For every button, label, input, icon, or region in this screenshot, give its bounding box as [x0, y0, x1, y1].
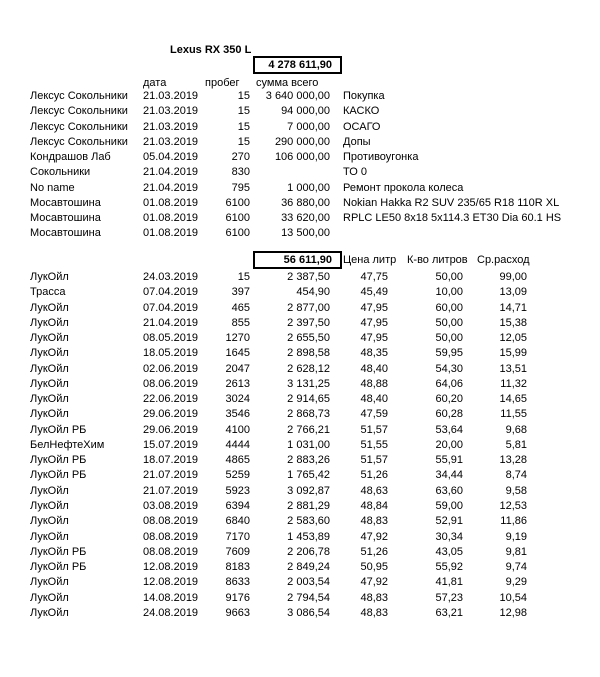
vendor-cell: Сокольники — [30, 166, 91, 179]
amount-cell: 13 500,00 — [281, 227, 330, 240]
price-per-liter-cell: 51,55 — [360, 438, 388, 451]
consumption-cell: 13,28 — [499, 454, 527, 467]
liters-cell: 30,34 — [435, 530, 463, 543]
note-cell: Допы — [343, 135, 371, 148]
price-per-liter-cell: 48,35 — [360, 347, 388, 360]
date-cell: 01.08.2019 — [143, 212, 199, 225]
price-per-liter-cell: 47,95 — [360, 332, 388, 345]
liters-cell: 60,00 — [435, 301, 463, 314]
amount-cell: 1 000,00 — [287, 181, 330, 194]
consumption-cell: 9,74 — [505, 561, 527, 574]
expenses-table-row — [30, 104, 561, 119]
liters-cell: 54,30 — [435, 362, 463, 375]
fuel-header-consumption: Ср.расход — [477, 254, 530, 266]
fuel-table-row — [30, 545, 527, 560]
liters-cell: 60,20 — [435, 393, 463, 406]
expenses-table-row — [30, 211, 561, 226]
date-cell: 08.06.2019 — [143, 377, 199, 390]
mileage-cell: 15 — [237, 135, 250, 148]
vendor-cell: Лексус Сокольники — [30, 90, 128, 102]
vendor-cell: Кондрашов Лаб — [30, 151, 111, 164]
date-cell: 21.03.2019 — [143, 135, 199, 148]
vendor-cell: ЛукОйл — [30, 484, 69, 497]
amount-cell: 2 766,21 — [287, 423, 330, 436]
consumption-cell: 15,38 — [499, 316, 527, 329]
vendor-cell: ЛукОйл — [30, 515, 69, 528]
amount-cell: 2 914,65 — [287, 393, 330, 406]
note-cell: Противоугонка — [343, 151, 419, 164]
vendor-cell: ЛукОйл — [30, 362, 69, 375]
fuel-table-row — [30, 423, 527, 438]
amount-cell: 33 620,00 — [281, 212, 330, 225]
amount-cell: 2 883,26 — [287, 454, 330, 467]
amount-cell: 3 092,87 — [287, 484, 330, 497]
mileage-cell: 4100 — [225, 423, 250, 436]
mileage-cell: 465 — [231, 301, 250, 314]
mileage-cell: 6840 — [225, 515, 250, 528]
date-cell: 21.04.2019 — [143, 166, 199, 179]
note-cell: Nokian Hakka R2 SUV 235/65 R18 110R XL — [343, 196, 560, 209]
liters-cell: 41,81 — [435, 576, 463, 589]
amount-cell: 2 898,58 — [287, 347, 330, 360]
price-per-liter-cell: 48,88 — [360, 377, 388, 390]
vendor-cell: ЛукОйл — [30, 591, 69, 604]
note-cell: Покупка — [343, 90, 385, 102]
amount-cell — [250, 165, 330, 180]
note-cell: Ремонт прокола колеса — [343, 181, 464, 194]
price-per-liter-cell: 48,83 — [360, 591, 388, 604]
fuel-table-row — [30, 438, 527, 453]
vendor-cell: ЛукОйл — [30, 377, 69, 390]
liters-cell: 20,00 — [435, 438, 463, 451]
expenses-table-row — [30, 120, 561, 135]
expenses-table-row — [30, 181, 561, 196]
amount-cell: 2 655,50 — [287, 332, 330, 345]
vendor-cell: Мосавтошина — [30, 196, 101, 209]
liters-cell: 52,91 — [435, 515, 463, 528]
mileage-cell: 8183 — [225, 561, 250, 574]
liters-cell: 60,28 — [435, 408, 463, 421]
amount-cell: 106 000,00 — [274, 151, 330, 164]
mileage-cell: 7609 — [225, 545, 250, 558]
vendor-cell: ЛукОйл — [30, 576, 69, 589]
consumption-cell: 9,58 — [505, 484, 527, 497]
fuel-table-row — [30, 285, 527, 300]
liters-cell: 50,00 — [435, 332, 463, 345]
liters-cell: 50,00 — [435, 316, 463, 329]
mileage-cell: 9663 — [225, 606, 250, 619]
date-cell: 18.05.2019 — [143, 347, 199, 360]
fuel-table-row — [30, 514, 527, 529]
date-cell: 21.07.2019 — [143, 469, 199, 482]
expenses-header-sum: сумма всего — [256, 77, 319, 89]
mileage-cell: 5259 — [225, 469, 250, 482]
price-per-liter-cell: 48,84 — [360, 499, 388, 512]
vendor-cell: Мосавтошина — [30, 227, 101, 240]
amount-cell: 2 206,78 — [287, 545, 330, 558]
amount-cell: 2 849,24 — [287, 561, 330, 574]
date-cell: 12.08.2019 — [143, 561, 199, 574]
fuel-table-row — [30, 530, 527, 545]
note-cell: ТО 0 — [343, 166, 367, 179]
amount-cell: 7 000,00 — [287, 120, 330, 133]
vendor-cell: ЛукОйл РБ — [30, 545, 87, 558]
expenses-table-row — [30, 165, 561, 180]
date-cell: 02.06.2019 — [143, 362, 199, 375]
mileage-cell: 15 — [237, 120, 250, 133]
consumption-cell: 15,99 — [499, 347, 527, 360]
date-cell: 18.07.2019 — [143, 454, 199, 467]
consumption-cell: 12,53 — [499, 499, 527, 512]
mileage-cell: 6100 — [225, 227, 250, 240]
expenses-table-row — [30, 135, 561, 150]
vendor-cell: Лексус Сокольники — [30, 120, 128, 133]
consumption-cell: 10,54 — [499, 591, 527, 604]
vendor-cell: ЛукОйл — [30, 606, 69, 619]
date-cell: 21.03.2019 — [143, 120, 199, 133]
amount-cell: 2 877,00 — [287, 301, 330, 314]
mileage-cell: 3024 — [225, 393, 250, 406]
date-cell: 01.08.2019 — [143, 227, 199, 240]
price-per-liter-cell: 48,63 — [360, 484, 388, 497]
mileage-cell: 4444 — [225, 438, 250, 451]
consumption-cell: 11,86 — [500, 515, 527, 528]
vendor-cell: ЛукОйл — [30, 332, 69, 345]
mileage-cell: 15 — [237, 105, 250, 118]
date-cell: 12.08.2019 — [143, 576, 199, 589]
consumption-cell: 8,74 — [505, 469, 527, 482]
vendor-cell: No name — [30, 181, 75, 194]
mileage-cell: 2047 — [225, 362, 250, 375]
mileage-cell: 8633 — [225, 576, 250, 589]
vendor-cell: ЛукОйл — [30, 499, 69, 512]
mileage-cell: 4865 — [225, 454, 250, 467]
amount-cell: 94 000,00 — [281, 105, 330, 118]
liters-cell: 59,95 — [435, 347, 463, 360]
vendor-cell: Трасса — [30, 286, 66, 299]
fuel-table-row — [30, 606, 527, 621]
expenses-total-box: 4 278 611,90 — [253, 56, 342, 74]
date-cell: 08.08.2019 — [143, 545, 199, 558]
date-cell: 05.04.2019 — [143, 151, 199, 164]
date-cell: 07.04.2019 — [143, 301, 199, 314]
liters-cell: 10,00 — [435, 286, 463, 299]
consumption-cell: 9,68 — [505, 423, 527, 436]
expenses-table-row — [30, 196, 561, 211]
price-per-liter-cell: 51,26 — [360, 545, 388, 558]
vendor-cell: ЛукОйл — [30, 271, 69, 283]
date-cell: 21.04.2019 — [143, 181, 199, 194]
price-per-liter-cell: 45,49 — [360, 286, 388, 299]
date-cell: 07.04.2019 — [143, 286, 199, 299]
consumption-cell: 99,00 — [499, 271, 527, 283]
amount-cell: 3 086,54 — [287, 606, 330, 619]
amount-cell: 3 131,25 — [287, 377, 330, 390]
liters-cell: 34,44 — [435, 469, 463, 482]
price-per-liter-cell: 51,26 — [360, 469, 388, 482]
vendor-cell: БелНефтеХим — [30, 438, 105, 451]
amount-cell: 2 387,50 — [287, 271, 330, 283]
mileage-cell: 9176 — [225, 591, 250, 604]
expenses-header-mileage: пробег — [205, 77, 240, 89]
consumption-cell: 12,05 — [499, 332, 527, 345]
fuel-table-row — [30, 453, 527, 468]
price-per-liter-cell: 47,95 — [360, 301, 388, 314]
fuel-table-row — [30, 575, 527, 590]
price-per-liter-cell: 47,59 — [360, 408, 388, 421]
mileage-cell: 15 — [237, 271, 250, 283]
consumption-cell: 9,29 — [505, 576, 527, 589]
consumption-cell: 13,51 — [499, 362, 527, 375]
liters-cell: 50,00 — [435, 271, 463, 283]
price-per-liter-cell: 47,95 — [360, 316, 388, 329]
note-cell: КАСКО — [343, 105, 380, 118]
fuel-table-row — [30, 346, 527, 361]
consumption-cell: 14,71 — [499, 301, 527, 314]
price-per-liter-cell: 47,92 — [360, 576, 388, 589]
price-per-liter-cell: 47,75 — [360, 271, 388, 283]
amount-cell: 2 868,73 — [287, 408, 330, 421]
date-cell: 21.04.2019 — [143, 316, 199, 329]
note-cell: RPLC LE50 8x18 5x114.3 ET30 Dia 60.1 HS — [343, 212, 562, 225]
fuel-table-row — [30, 560, 527, 575]
fuel-table-row — [30, 377, 527, 392]
price-per-liter-cell: 47,92 — [360, 530, 388, 543]
fuel-table-row — [30, 392, 527, 407]
fuel-table-row — [30, 362, 527, 377]
liters-cell: 63,21 — [435, 606, 463, 619]
price-per-liter-cell: 51,57 — [360, 423, 388, 436]
liters-cell: 55,92 — [435, 561, 463, 574]
consumption-cell: 12,98 — [499, 606, 527, 619]
date-cell: 08.05.2019 — [143, 332, 199, 345]
date-cell: 24.03.2019 — [143, 271, 199, 283]
vendor-cell: ЛукОйл — [30, 316, 69, 329]
consumption-cell: 5,81 — [505, 438, 527, 451]
fuel-header-price: Цена литр — [343, 254, 397, 266]
price-per-liter-cell: 48,40 — [360, 393, 388, 406]
price-per-liter-cell: 50,95 — [360, 561, 388, 574]
mileage-cell: 270 — [231, 151, 250, 164]
page-title: Lexus RX 350 L — [170, 44, 252, 56]
vendor-cell: Мосавтошина — [30, 212, 101, 225]
mileage-cell: 855 — [231, 316, 250, 329]
amount-cell: 290 000,00 — [274, 135, 330, 148]
price-per-liter-cell: 48,40 — [360, 362, 388, 375]
vendor-cell: ЛукОйл РБ — [30, 561, 87, 574]
price-per-liter-cell: 48,83 — [360, 515, 388, 528]
consumption-cell: 11,32 — [500, 377, 527, 390]
fuel-table — [30, 270, 527, 621]
fuel-table-row — [30, 484, 527, 499]
price-per-liter-cell: 48,83 — [360, 606, 388, 619]
expenses-table-row — [30, 150, 561, 165]
fuel-table-row — [30, 270, 527, 285]
vendor-cell: ЛукОйл — [30, 301, 69, 314]
consumption-cell: 14,65 — [499, 393, 527, 406]
amount-cell: 36 880,00 — [281, 196, 330, 209]
mileage-cell: 6100 — [225, 212, 250, 225]
date-cell: 14.08.2019 — [143, 591, 199, 604]
mileage-cell: 3546 — [225, 408, 250, 421]
fuel-table-row — [30, 316, 527, 331]
mileage-cell: 5923 — [225, 484, 250, 497]
date-cell: 29.06.2019 — [143, 423, 199, 436]
mileage-cell: 397 — [231, 286, 250, 299]
liters-cell: 53,64 — [435, 423, 463, 436]
amount-cell: 1 453,89 — [287, 530, 330, 543]
vendor-cell: ЛукОйл — [30, 530, 69, 543]
date-cell: 08.08.2019 — [143, 515, 199, 528]
fuel-total-box: 56 611,90 — [253, 251, 342, 269]
amount-cell: 2 397,50 — [287, 316, 330, 329]
date-cell: 03.08.2019 — [143, 499, 199, 512]
date-cell: 15.07.2019 — [143, 438, 199, 451]
vendor-cell: Лексус Сокольники — [30, 135, 128, 148]
consumption-cell: 9,81 — [505, 545, 527, 558]
vendor-cell: ЛукОйл РБ — [30, 454, 87, 467]
mileage-cell: 795 — [231, 181, 250, 194]
vendor-cell: Лексус Сокольники — [30, 105, 128, 118]
consumption-cell: 13,09 — [499, 286, 527, 299]
amount-cell: 2 881,29 — [287, 499, 330, 512]
expenses-table-row — [30, 89, 561, 104]
price-per-liter-cell: 51,57 — [360, 454, 388, 467]
date-cell: 08.08.2019 — [143, 530, 199, 543]
amount-cell: 454,90 — [296, 286, 330, 299]
note-cell: ОСАГО — [343, 120, 381, 133]
mileage-cell: 2613 — [225, 377, 250, 390]
liters-cell: 55,91 — [435, 454, 463, 467]
date-cell: 21.03.2019 — [143, 105, 199, 118]
mileage-cell: 7170 — [225, 530, 250, 543]
fuel-header-liters: К-во литров — [407, 254, 468, 266]
date-cell: 24.08.2019 — [143, 606, 199, 619]
vendor-cell: ЛукОйл — [30, 393, 69, 406]
fuel-table-row — [30, 331, 527, 346]
fuel-table-row — [30, 468, 527, 483]
expenses-table — [30, 89, 561, 242]
date-cell: 29.06.2019 — [143, 408, 199, 421]
expenses-table-row — [30, 226, 561, 241]
liters-cell: 59,00 — [435, 499, 463, 512]
liters-cell: 57,23 — [435, 591, 463, 604]
amount-cell: 2 628,12 — [287, 362, 330, 375]
date-cell: 21.07.2019 — [143, 484, 199, 497]
date-cell: 01.08.2019 — [143, 196, 199, 209]
amount-cell: 2 003,54 — [287, 576, 330, 589]
amount-cell: 2 794,54 — [287, 591, 330, 604]
liters-cell: 63,60 — [435, 484, 463, 497]
amount-cell: 1 031,00 — [287, 438, 330, 451]
date-cell: 22.06.2019 — [143, 393, 199, 406]
vendor-cell: ЛукОйл — [30, 347, 69, 360]
expenses-header-date: дата — [143, 77, 167, 89]
mileage-cell: 1645 — [225, 347, 250, 360]
mileage-cell: 830 — [231, 166, 250, 179]
fuel-table-row — [30, 407, 527, 422]
mileage-cell: 1270 — [225, 332, 250, 345]
amount-cell: 2 583,60 — [287, 515, 330, 528]
vendor-cell: ЛукОйл РБ — [30, 469, 87, 482]
fuel-table-row — [30, 591, 527, 606]
vendor-cell: ЛукОйл — [30, 408, 69, 421]
liters-cell: 64,06 — [435, 377, 463, 390]
fuel-table-row — [30, 301, 527, 316]
mileage-cell: 15 — [237, 90, 250, 102]
liters-cell: 43,05 — [435, 545, 463, 558]
vendor-cell: ЛукОйл РБ — [30, 423, 87, 436]
mileage-cell: 6394 — [225, 499, 250, 512]
mileage-cell: 6100 — [225, 196, 250, 209]
date-cell: 21.03.2019 — [143, 90, 199, 102]
consumption-cell: 9,19 — [505, 530, 527, 543]
amount-cell: 3 640 000,00 — [265, 90, 330, 102]
fuel-table-row — [30, 499, 527, 514]
amount-cell: 1 765,42 — [287, 469, 330, 482]
consumption-cell: 11,55 — [500, 408, 527, 421]
